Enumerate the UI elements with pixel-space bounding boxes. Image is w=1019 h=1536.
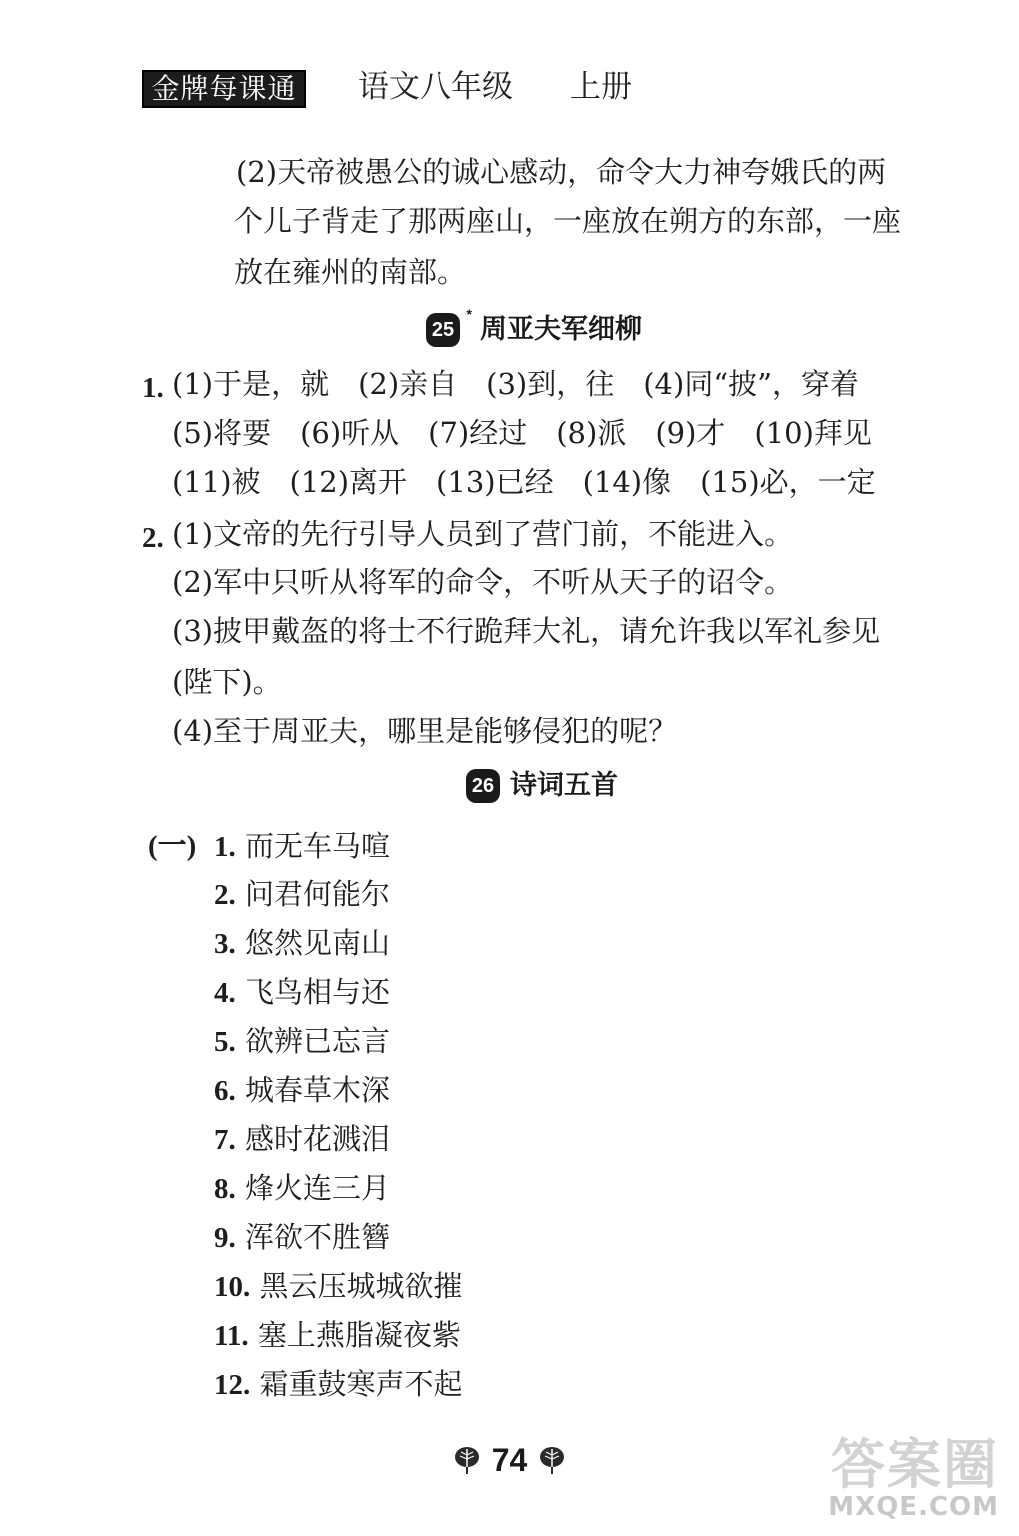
list-item	[214, 923, 390, 964]
brand-badge: 金牌每课通	[142, 70, 306, 108]
item-number: 9.	[214, 1222, 236, 1254]
item-number: 11.	[214, 1320, 249, 1352]
watermark-logo	[815, 1422, 1005, 1522]
answer-row: (4)至于周亚夫，哪里是能够侵犯的呢？	[172, 714, 678, 748]
answer-row: (11)被 (12)离开 (13)已经 (14)像 (15)必，一定	[172, 465, 876, 499]
intro-line: (2)天帝被愚公的诚心感动，命令大力神夸娥氏的两	[236, 155, 887, 189]
section-heading-25	[426, 306, 642, 348]
item-text: 霜重鼓寒声不起	[259, 1367, 463, 1401]
optional-mark: *	[466, 306, 472, 322]
list-item	[214, 826, 390, 867]
intro-line: 个儿子背走了那两座山，一座放在朔方的东部，一座	[234, 204, 902, 238]
list-item	[214, 1364, 462, 1405]
item-text: 烽火连三月	[244, 1171, 390, 1205]
question-number: 2.	[142, 522, 164, 554]
item-text: 问君何能尔	[244, 877, 390, 911]
item-number: 2.	[214, 879, 236, 911]
item-text: 而无车马喧	[244, 829, 390, 863]
item-number: 1.	[214, 831, 236, 863]
list-item	[214, 1217, 390, 1258]
list-item	[214, 1021, 390, 1062]
item-text: 感时花溅泪	[244, 1122, 390, 1156]
list-item	[214, 1315, 461, 1356]
list-item	[214, 1119, 390, 1160]
section-number-badge	[426, 306, 472, 347]
subject-title: 语文八年级	[358, 69, 513, 105]
item-number: 3.	[214, 928, 236, 960]
answer-row: (1)于是，就 (2)亲自 (3)到，往 (4)同“披”，穿着	[172, 367, 859, 401]
item-number: 5.	[214, 1026, 236, 1058]
list-item	[214, 1168, 390, 1209]
item-number: 7.	[214, 1124, 236, 1156]
item-number: 4.	[214, 977, 236, 1009]
section-title: 诗词五首	[510, 770, 618, 801]
question-number: 1.	[142, 372, 164, 404]
item-text: 城春草木深	[244, 1073, 390, 1107]
part-label: (一)	[148, 830, 197, 862]
item-text: 悠然见南山	[244, 926, 390, 960]
answer-row: (1)文帝的先行引导人员到了营门前，不能进入。	[172, 517, 794, 551]
list-item	[214, 972, 390, 1013]
item-number: 6.	[214, 1075, 236, 1107]
leaf-icon	[537, 1445, 567, 1475]
page-number: 74	[491, 1442, 528, 1478]
list-item	[214, 874, 390, 915]
item-text: 黑云压城城欲摧	[259, 1269, 463, 1303]
section-title: 周亚夫军细柳	[480, 314, 642, 345]
answer-row: (3)披甲戴盔的将士不行跪拜大礼，请允许我以军礼参见	[172, 614, 881, 648]
item-text: 浑欲不胜簪	[244, 1220, 390, 1254]
leaf-icon	[452, 1445, 482, 1475]
section-heading-26	[466, 768, 618, 804]
section-number: 25	[431, 319, 455, 341]
volume-label: 上册	[570, 69, 632, 105]
watermark-text: 答案圈	[831, 1433, 999, 1496]
answer-row: (陛下)。	[172, 665, 282, 699]
watermark-url: MXQE.COM	[828, 1492, 999, 1522]
section-number-badge	[466, 769, 500, 803]
list-item	[214, 1070, 390, 1111]
answer-row: (2)军中只听从将军的命令，不听从天子的诏令。	[172, 565, 794, 599]
item-text: 塞上燕脂凝夜紫	[257, 1318, 461, 1352]
answer-row: (5)将要 (6)听从 (7)经过 (8)派 (9)才 (10)拜见	[172, 416, 872, 450]
intro-line: 放在雍州的南部。	[234, 255, 467, 289]
item-text: 欲辨已忘言	[244, 1024, 390, 1058]
item-text: 飞鸟相与还	[244, 975, 390, 1009]
section-number: 26	[471, 775, 495, 797]
item-number: 12.	[214, 1369, 251, 1401]
list-item	[214, 1266, 462, 1307]
item-number: 8.	[214, 1173, 236, 1205]
item-number: 10.	[214, 1271, 251, 1303]
